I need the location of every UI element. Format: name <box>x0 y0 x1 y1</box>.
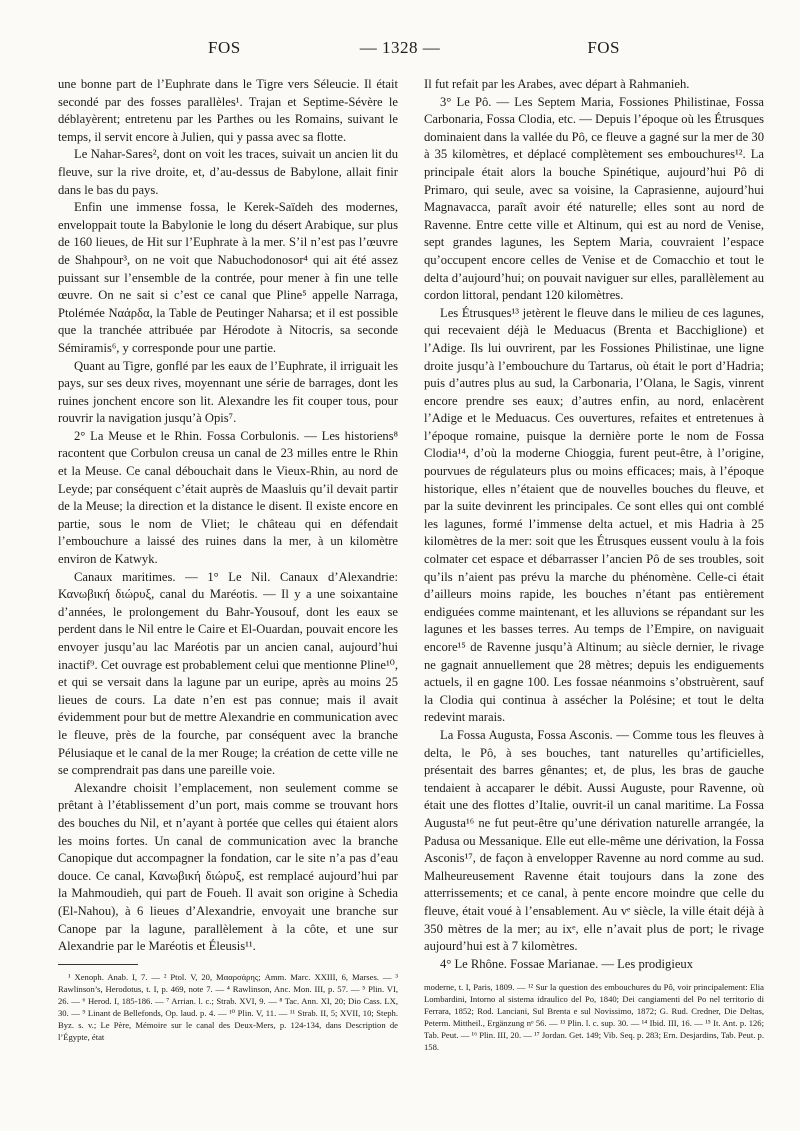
paragraph: La Fossa Augusta, Fossa Asconis. — Comme tous les fleuves à delta, le Pô, à ses bouches, tant naturelles qu’artificielles, présentait des barres gênantes; et, de plus, les bras de gauche tendaient à accaparer le débit. Aussi Auguste, pour Ravenne, où était une des flottes d’Italie, ouvrit-il un canal maritime. La Fossa Augusta¹⁶ ne fut peut-être qu’une dérivation naturelle arrangée, la Padusa ou Messanique. Elle eut elle-même une dérivation, la Fossa Asconis¹⁷, de façon à envelopper Ravenne au nord comme au sud. Malheureusement Ravenne était toujours dans la zone des atterrissements; et ce canal, à pente encore moindre que celle du fleuve, était voué à l’ensablement. Au vᵉ siècle, la ville était déjà à 350 mètres de la mer; au ixᵉ, elle n’avait plus de port; le rivage aujourd’hui est à 7 kilomètres. <box>424 727 764 954</box>
paragraph: 4° Le Rhône. Fossae Marianae. — Les prodigieux <box>440 956 694 971</box>
right-column <box>424 76 764 1106</box>
paragraph: Enfin une immense fossa, le Kerek-Saïdeh des modernes, enveloppait toute la Babylonie le long du désert Arabique, sur plus de 160 lieues, de Hit sur l’Euphrate à la mer. S’il n’est pas l’œuvre de Shahpour³, on ne voit que Nabuchodonosor⁴ qui ait été assez puissant sur l’ensemble de la contrée, pour mener à fin une telle œuvre. On ne sait si c’est ce canal que Pline⁵ appelle Narraga, Ptolémée Ναάρδα, la Table de Peutinger Naharsa; et il est possible que la tranchée attribuée par Hérodote à Nitocris, sa seconde Sémiramis⁶, y corresponde pour une partie. <box>58 200 398 355</box>
paragraph: 3° Le Pô. — Les Septem Maria, Fossiones Philistinae, Fossa Carbonaria, Fossa Clodia, etc. — Depuis l’époque où les Étrusques dominaient dans la vallée du Pô, ce fleuve a gagné sur la mer de 30 à 35 kilomètres, et déplacé complètement ses embouchures¹². La principale était alors la bouche Spinétique, aujourd’hui Pô di Primaro, qui seule, avec sa voisine, la Caprasienne, aujourd’hui Magnavacca, paraît avoir été naturelle; elles sont au nord de Ravenne. Entre cette ville et Altinum, qui est au nord de Venise, sept grandes lagunes, les Septem Maria, couvraient l’espace qu’occupent encore celles de Venise et de Comacchio et tout le delta d’aujourd’hui; on pouvait naviguer sur elles, parallèlement au cordon littoral, pendant 120 kilomètres. <box>424 94 764 303</box>
paragraph: Quant au Tigre, gonflé par les eaux de l’Euphrate, il irriguait les pays, sur ses deux rives, moyennant une série de barrages, dont les ruines jonchent encore son lit. Alexandre les fit couper tous, pour rouvrir la navigation jusqu’à Opis⁷. <box>58 358 398 426</box>
footnote-divider <box>58 964 138 965</box>
paragraph: Canaux maritimes. — 1° Le Nil. Canaux d’Alexandrie: Κανωβική διώρυξ, canal du Maréotis. — Il y a une soixantaine d’années, le prolongement du Bahr-Yousouf, dont les eaux se perdent dans le Nil entre le Caire et El-Ouardan, pouvait encore les envoyer jusqu’au lac Maréotis par un ancien canal, aujourd’hui inactif⁹. Cet ouvrage est probablement celui que mentionne Pline¹⁰, et qui se versait dans la lagune par un euripe, après au moins 25 lieues de cours. La date n’en est pas connue; mais il avait évidemment pour but de mettre Alexandrie en communication avec le fleuve, près de la fourche, par conséquent avec la branche Pélusiaque et le canal de la mer Rouge; la création de cette ville ne se comprendrait pas dans une pareille voie. <box>58 569 398 778</box>
running-header <box>60 38 740 68</box>
paragraph: Le Nahar-Sares², dont on voit les traces, suivait un ancien lit du fleuve, sur la rive droite, et, d’au-dessus de Babylone, allait finir dans le bas du pays. <box>58 147 398 197</box>
footnote-text: ¹ Xenoph. Anab. I, 7. — ² Ptol. V, 20, Μααρσάρης; Amm. Marc. XXIII, 6, Marses. — ³ Rawlinson’s, Herodotus, t. I, p. 469, note 7. — ⁴ Rawlinson, Anc. Mon. III, p. 57. — ⁵ Plin. VI, 26. — ⁶ Herod. I, 185-186. — ⁷ Arrian. l. c.; Strab. XVI, 9. — ⁸ Tac. Ann. XI, 20; Dio Cass. LX, 30. — ⁹ Linant de Bellefonds, Op. laud. p. 4. — ¹⁰ Plin. V, 11. — ¹¹ Strab. II, 5; XVII, 10; Steph. Byz. s. v.; Le Père, Mémoire sur le canal des Deux-Mers, p. 124-134, dans Description de l’Égypte, état <box>58 971 398 1042</box>
paragraph: Les Étrusques¹³ jetèrent le fleuve dans le milieu de ces lagunes, qui recevaient déjà le Meduacus (Brenta et Bacchiglione) et l’Adige. Ils lui ouvrirent, par les Fossiones Philistinae, une ligne droite jusqu’à l’embouchure du Tartarus, où était le port d’Hadria; puis d’autres plus au sud, la Carbonaria, l’Olana, le Sagis, vinrent encore prendre ses eaux; d’autres enfin, au nord, enlacèrent l’Adige et le Meduacus. Ces ouvertures, refaites et entretenues à l’époque romaine, puisque la dernière porte le nom de Fossa Clodia¹⁴, d’où la moderne Chioggia, furent peut-être, à l’origine, pourvues de régulateurs plus ou moins efficaces; mais, à l’époque historique, elles n’étaient que de nouvelles bouches du fleuve, et par la suite devinrent les principales. Ce sont elles qui ont comblé les lagunes, formé l’immense delta actuel, et mis Hadria à 25 kilomètres de la mer: soit que les Étrusques eussent voulu à la fois colmater cet espace et débarrasser l’ancien Pô de ses troubles, soit qu’ils n’aient pas prévu la marche du phénomène. Celle-ci était d’ailleurs moins rapide, les bouches n’étant pas entièrement endiguées comme maintenant, et les alluvions se répandant sur les lagunes et les basses terres. Au temps de l’Empire, on naviguait encore¹⁵ de Ravenne jusqu’à Altinum; au siècle dernier, le rivage ne gagnait annuellement que 28 mètres; depuis les endiguements actuels, il en gagne 100. Les fossae néanmoins s’obstruèrent, sauf la Clodia qui continua à assécher la Polésine; et tout le delta redevint marais. <box>424 305 764 725</box>
header-right-word: FOS <box>587 38 620 57</box>
footnote-text: moderne, t. I, Paris, 1809. — ¹² Sur la question des embouchures du Pô, voir principalement: Elia Lombardini, Intorno al sistema idraulico del Po, 1840; Dei cangiamenti del Po nel territorio di Ferrara, 1852; Rod. Lanciani, Sul Brenta e sul Novissimo, 1872; G. Rud. Credner, Die Deltas, Peterm. Mittheil., Ergänzung nᵒ 56. — ¹³ Plin. l. c. sup. 30. — ¹⁴ Ibid. III, 16. — ¹⁵ It. Ant. p. 126; Tab. Peut. — ¹⁶ Plin. III, 20. — ¹⁷ Jordan. Get. 149; Vib. Seq. p. 283; Ern. Desjardins, Tab. Peut. p. 158. <box>424 982 764 1053</box>
paragraph: Il fut refait par les Arabes, avec départ à Rahmanieh. <box>424 77 690 91</box>
paragraph: une bonne part de l’Euphrate dans le Tigre vers Séleucie. Il était secondé par des fosses parallèles¹. Trajan et Septime-Sévère le déblayèrent; entretenu par les Parthes ou les Romains, suivant le temps, il servit encore à Julien, qui y passa avec sa flotte. <box>58 77 398 144</box>
left-column <box>58 76 398 1106</box>
header-left-word: FOS <box>208 38 241 57</box>
page-number: — 1328 — <box>359 38 441 57</box>
paragraph: 2° La Meuse et le Rhin. Fossa Corbulonis. — Les historiens⁸ racontent que Corbulon creusa un canal de 23 milles entre le Rhin et la Meuse. Ce canal débouchait dans le Vieux-Rhin, au nord de Leyde; par conséquent c’était auprès de Maasluis qu’il devait partir de la Meuse; la direction et la distance le disent. Il existe encore en partie, sous le nom de Vliet; le château qui en défendait l’embouchure a laissé des ruines dans la mer, à un kilomètre environ de Katwyk. <box>58 428 398 567</box>
footnotes-right <box>424 981 764 1053</box>
paragraph: Alexandre choisit l’emplacement, non seulement comme se prêtant à l’établissement d’un port, mais comme se trouvant hors des bouches du Nil, et n’ayant à portée que celles qui étaient alors les moins fortes. Un canal de communication avec la branche Canopique dut accompagner la fondation, car le site n’a pas d’eau douce. Ce canal, Κανωβική διώρυξ, est remplacé aujourd’hui par la Mahmoudieh, qui part de Foueh. Il avait son origine à Schedia (El-Nahou), à 6 lieues d’Alexandrie, envoyait une branche sur Canope par la lagune, parallèlement à la côte, et une sur Alexandrie par le Maréotis et Éleusis¹¹. <box>58 780 398 954</box>
footnotes-left <box>58 971 398 1043</box>
